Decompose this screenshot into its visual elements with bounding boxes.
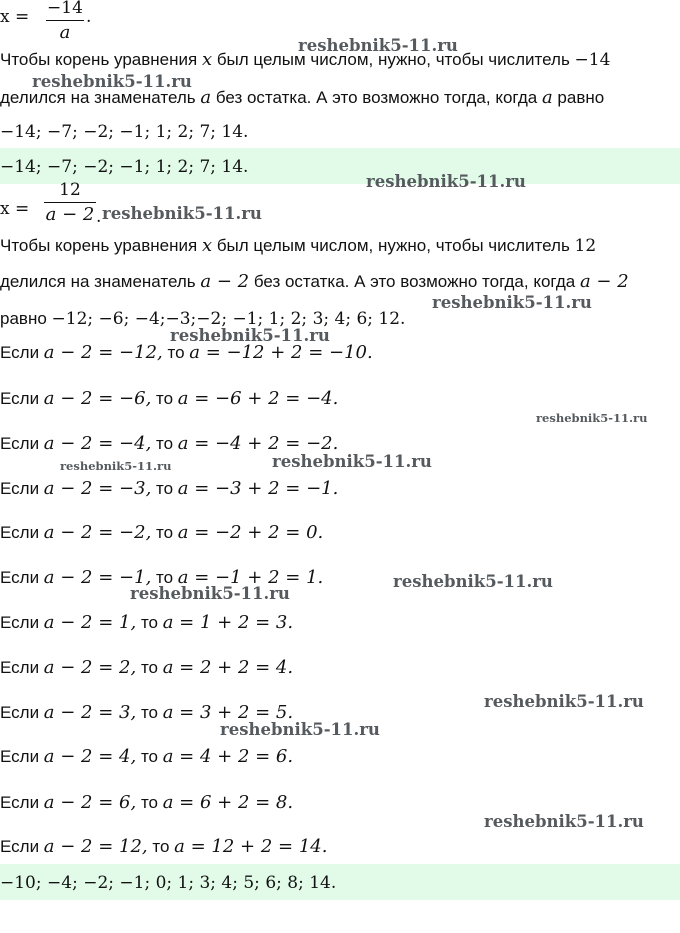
part2-fraction <box>44 180 96 225</box>
case-row <box>0 746 293 768</box>
case-condition: a − 2 = −4, <box>43 433 152 454</box>
part1-text1-var: x <box>201 49 213 70</box>
watermark: reshebnik5-11.ru <box>170 326 330 345</box>
watermark: reshebnik5-11.ru <box>298 36 458 55</box>
part2-explanation-line1 <box>0 235 596 257</box>
part1-fraction-bar <box>46 20 84 21</box>
case-result: a = −12 + 2 = −10. <box>189 342 373 363</box>
case-then: то <box>147 837 175 856</box>
case-then: то <box>136 658 163 677</box>
part2-denominator: a − 2 <box>45 204 95 225</box>
case-row <box>0 836 327 858</box>
case-condition: a − 2 = −6, <box>43 388 152 409</box>
part1-values: −14; −7; −2; −1; 1; 2; 7; 14. <box>0 122 249 142</box>
part2-text2b: без остатка. А это возможно тогда, когда <box>249 272 580 291</box>
case-if: Если <box>0 479 44 498</box>
case-if: Если <box>0 434 44 453</box>
case-result: a = 12 + 2 = 14. <box>174 836 328 857</box>
case-condition: a − 2 = 6, <box>43 792 137 813</box>
part2-text2a: делился на знаменатель <box>0 272 201 291</box>
case-condition: a − 2 = −2, <box>43 522 152 543</box>
case-condition: a − 2 = 4, <box>43 746 137 767</box>
part1-text1b: был целым числом, нужно, чтобы числитель <box>212 50 575 69</box>
part1-fraction <box>46 0 84 43</box>
case-condition: a − 2 = 3, <box>43 702 137 723</box>
case-then: то <box>151 434 178 453</box>
part2-text2-expr2: a − 2 <box>579 271 629 292</box>
case-then: то <box>151 479 178 498</box>
watermark: reshebnik5-11.ru <box>32 72 192 91</box>
part2-text1a: Чтобы корень уравнения <box>0 236 202 255</box>
case-row <box>0 522 323 544</box>
part2-fraction-bar <box>44 202 96 203</box>
case-then: то <box>151 523 178 542</box>
case-if: Если <box>0 658 44 677</box>
watermark: reshebnik5-11.ru <box>366 172 526 191</box>
part2-numerator: 12 <box>59 180 81 200</box>
case-if: Если <box>0 523 44 542</box>
case-then: то <box>136 703 163 722</box>
watermark: reshebnik5-11.ru <box>393 572 553 591</box>
part1-period: . <box>86 7 92 27</box>
part1-eq-lhs: x = <box>0 7 30 27</box>
watermark: reshebnik5-11.ru <box>484 812 644 831</box>
case-then: то <box>151 389 178 408</box>
case-condition: a − 2 = 2, <box>43 657 137 678</box>
part1-text1-num: −14 <box>574 50 611 70</box>
watermark: reshebnik5-11.ru <box>484 692 644 711</box>
case-row <box>0 388 338 410</box>
case-if: Если <box>0 703 44 722</box>
case-row <box>0 612 293 634</box>
part1-eq-period <box>86 6 91 28</box>
case-then: то <box>136 747 163 766</box>
watermark: reshebnik5-11.ru <box>536 411 648 425</box>
case-row <box>0 792 293 814</box>
case-condition: a − 2 = −12, <box>43 342 163 363</box>
watermark: reshebnik5-11.ru <box>432 293 592 312</box>
case-if: Если <box>0 793 44 812</box>
part1-equation <box>0 6 29 28</box>
case-result: a = −3 + 2 = −1. <box>177 478 339 499</box>
case-result: a = −6 + 2 = −4. <box>177 388 339 409</box>
part1-text2-var: a <box>200 87 212 108</box>
case-then: то <box>162 343 190 362</box>
watermark: reshebnik5-11.ru <box>130 584 290 603</box>
part2-eq-lhs: x = <box>0 199 30 219</box>
case-condition: a − 2 = 12, <box>43 836 148 857</box>
case-result: a = 4 + 2 = 6. <box>162 746 294 767</box>
case-result: a = −2 + 2 = 0. <box>177 522 324 543</box>
part1-text2c: равно <box>552 88 605 107</box>
case-row <box>0 342 373 364</box>
part2-eq-period <box>96 206 101 228</box>
case-then: то <box>151 568 178 587</box>
case-condition: a − 2 = −3, <box>43 478 152 499</box>
case-row <box>0 657 293 679</box>
case-if: Если <box>0 747 44 766</box>
watermark: reshebnik5-11.ru <box>102 204 262 223</box>
part1-text1a: Чтобы корень уравнения <box>0 50 202 69</box>
part1-text2b: без остатка. А это возможно тогда, когда <box>211 88 542 107</box>
case-if: Если <box>0 343 44 362</box>
case-if: Если <box>0 568 44 587</box>
part2-text1-var: x <box>201 235 213 256</box>
part2-text3a: равно <box>0 309 52 328</box>
case-result: a = 2 + 2 = 4. <box>162 657 294 678</box>
part2-text3-values: −12; −6; −4;−3;−2; −1; 1; 2; 3; 4; 6; 12. <box>51 309 406 329</box>
case-result: a = 6 + 2 = 8. <box>162 792 294 813</box>
part1-numerator: −14 <box>47 0 83 18</box>
case-row <box>0 478 338 500</box>
part2-text2-expr: a − 2 <box>200 271 250 292</box>
part1-text2a: делился на знаменатель <box>0 88 201 107</box>
watermark: reshebnik5-11.ru <box>272 452 432 471</box>
part2-period: . <box>96 207 102 227</box>
part2-explanation-line2 <box>0 271 629 293</box>
case-result: a = −4 + 2 = −2. <box>177 433 339 454</box>
part1-answer: −14; −7; −2; −1; 1; 2; 7; 14. <box>0 157 249 177</box>
case-result: a = 1 + 2 = 3. <box>162 612 294 633</box>
case-result: a = −1 + 2 = 1. <box>177 567 324 588</box>
case-result: a = 3 + 2 = 5. <box>162 702 294 723</box>
case-then: то <box>136 793 163 812</box>
part2-text1b: был целым числом, нужно, чтобы числитель <box>212 236 575 255</box>
watermark: reshebnik5-11.ru <box>220 720 380 739</box>
part1-text2-var2: a <box>541 87 553 108</box>
part2-text1-num: 12 <box>574 236 597 256</box>
part2-equation <box>0 198 29 220</box>
part1-denominator: a <box>59 22 71 43</box>
case-then: то <box>136 613 163 632</box>
part2-answer: −10; −4; −2; −1; 0; 1; 3; 4; 5; 6; 8; 14. <box>0 873 337 893</box>
case-if: Если <box>0 837 44 856</box>
watermark: reshebnik5-11.ru <box>60 459 172 473</box>
case-condition: a − 2 = −1, <box>43 567 152 588</box>
case-if: Если <box>0 613 44 632</box>
case-condition: a − 2 = 1, <box>43 612 137 633</box>
case-if: Если <box>0 389 44 408</box>
